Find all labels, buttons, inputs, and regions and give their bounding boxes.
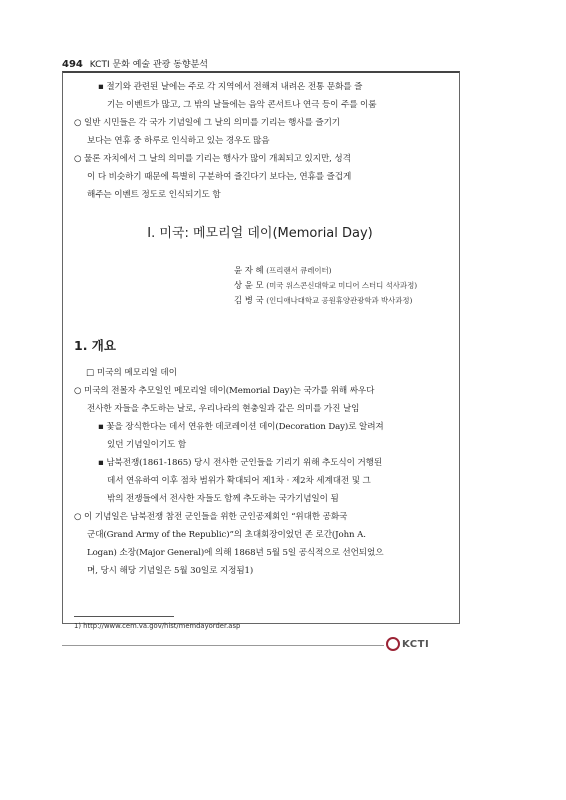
author-role: (미국 위스콘신대학교 미디어 스터디 석사과정) [266, 281, 418, 290]
section-heading: 1. 개요 [74, 338, 116, 353]
text-line: 기는 이벤트가 많고, 그 밖의 날들에는 음악 콘서트나 연극 등이 주를 이룸 [107, 100, 377, 110]
text-line: 있던 기념일이기도 함 [107, 440, 187, 450]
box-heading: □ 미국의 메모리얼 데이 [86, 368, 178, 378]
footnote: 1) http://www.cem.va.gov/hist/memdayorder.asp [74, 622, 241, 630]
page-content [74, 78, 446, 580]
text-line: 밖의 전쟁들에서 전사한 자들도 함께 추도하는 국가기념일이 됨 [107, 494, 339, 504]
text-line: 데서 연유하여 이후 점차 범위가 확대되어 제1차 · 제2차 세계대전 및 그 [107, 476, 371, 486]
logo-ring-icon [386, 637, 400, 651]
author-name: 상 윤 모 [234, 280, 264, 290]
top-bullet-list [74, 78, 446, 204]
text-line: ▪ 꽃을 장식한다는 데서 연유한 데코레이션 데이(Decoration Day)로 알려져 [98, 422, 384, 432]
author-row [234, 263, 446, 278]
text-line: 보다는 연휴 중 하루로 인식하고 있는 경우도 많음 [87, 136, 270, 146]
kcti-logo [386, 637, 429, 651]
running-title: KCTI 문화 예술 관광 동향분석 [89, 60, 208, 70]
text-line: 이 다 비슷하기 때문에 특별히 구분하여 즐긴다기 보다는, 연휴를 즐겁게 [87, 172, 352, 182]
author-name: 윤 자 혜 [234, 265, 264, 275]
footer-rule [62, 645, 384, 646]
author-row [234, 293, 446, 308]
text-line: ▪ 절기와 관련된 날에는 주로 각 지역에서 전해져 내려온 전통 문화를 즐 [98, 82, 363, 92]
text-line: Logan) 소장(Major General)에 의해 1868년 5월 5일 공식적으로 선언되었으 [87, 548, 384, 558]
text-line: 해주는 이벤트 정도로 인식되기도 함 [87, 190, 221, 200]
author-role: (인디애나대학교 공원휴양관광학과 박사과정) [266, 296, 413, 305]
text-line: ○ 미국의 전몰자 추모일인 메모리얼 데이(Memorial Day)는 국가를 위해 싸우다 [74, 386, 375, 396]
footnote-divider [74, 616, 174, 617]
text-line: ○ 이 기념일은 남북전쟁 참전 군인들을 위한 군인공제회인 “위대한 공화국 [74, 512, 348, 522]
text-line: 군대(Grand Army of the Republic)”의 초대회장이었던 존 로간(John A. [87, 530, 366, 540]
text-line: 며, 당시 해당 기념일은 5월 30일로 지정됨1) [87, 566, 254, 576]
text-line: 전사한 자들을 추도하는 날로, 우리나라의 현충일과 같은 의미를 가진 날임 [87, 404, 360, 414]
author-role: (프리랜서 큐레이터) [266, 266, 332, 275]
chapter-title: Ⅰ. 미국: 메모리얼 데이(Memorial Day) [147, 226, 373, 241]
author-row [234, 278, 446, 293]
author-list [234, 263, 446, 308]
text-line: ○ 물론 자치에서 그 날의 의미를 기리는 행사가 많이 개최되고 있지만, 성격 [74, 154, 351, 164]
author-name: 김 병 국 [234, 295, 264, 305]
body-bullet-list [74, 382, 446, 580]
running-header [62, 57, 208, 70]
text-line: ▪ 남북전쟁(1861-1865) 당시 전사한 군인들을 기리기 위해 추도식이 거행된 [98, 458, 383, 468]
logo-text: KCTI [402, 638, 430, 650]
text-line: ○ 일반 시민들은 각 국가 기념일에 그 날의 의미를 기리는 행사를 즐기기 [74, 118, 340, 128]
page-number: 494 [62, 59, 83, 70]
